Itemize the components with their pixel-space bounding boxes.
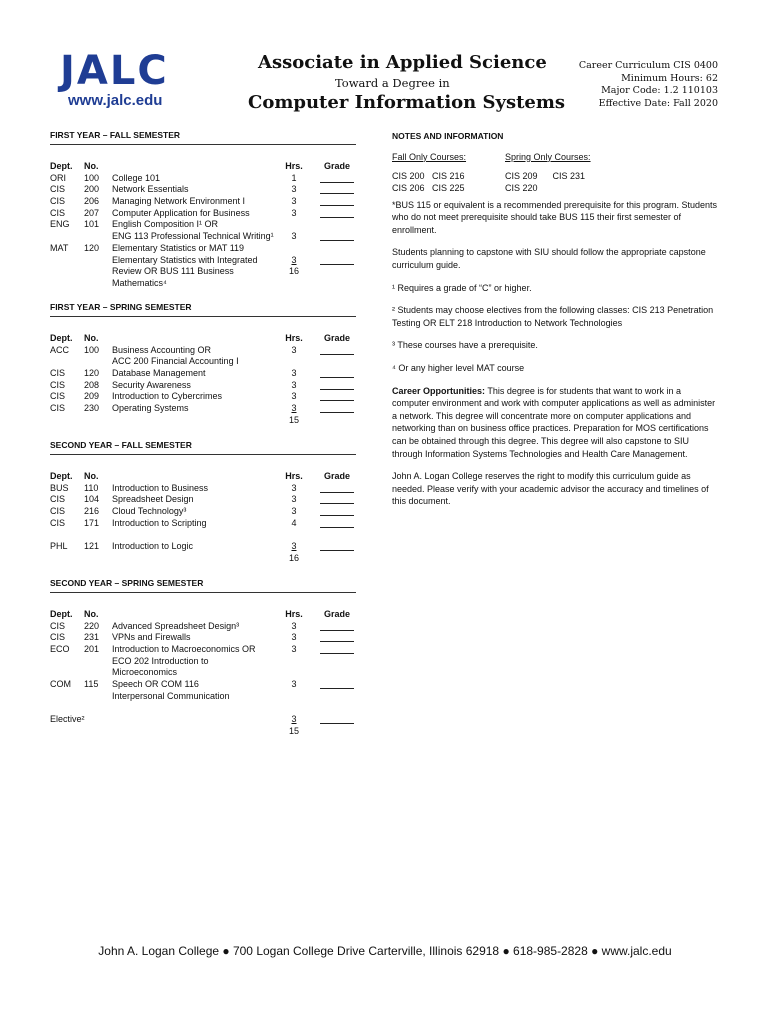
course-number: 104 [84,494,100,505]
course-hours: 3 [291,506,297,517]
course-row [50,703,356,715]
course-hours: 3 [291,368,297,379]
semester-rule [50,316,356,317]
curriculum-code: Career Curriculum CIS 0400 [578,60,718,71]
grade-blank [320,630,354,631]
course-row [50,266,356,278]
course-hours: 3 [291,679,297,690]
notes-panel [392,130,720,518]
course-hours: 3 [291,184,297,195]
footnote-2: ² Students may choose electives from the following classes: CIS 213 Penetration Testing OR ELT 218 Introduction to Network Technologies [392,305,714,328]
course-name: ACC 200 Financial Accounting I [112,356,239,367]
course-number: 208 [84,379,100,390]
course-row [50,679,356,691]
course-name: Introduction to Logic [112,541,194,552]
course-name: Managing Network Environment I [112,196,246,207]
dept-header: Dept. [50,333,73,343]
course-row [50,391,356,403]
course-number: 110 [84,482,99,493]
course-hours: 16 [288,266,299,277]
course-number: 216 [84,506,100,517]
course-row [50,506,356,518]
grade-blank [320,412,354,413]
course-number: 100 [84,344,100,355]
grade-blank [320,400,354,401]
course-dept: BUS [50,482,69,493]
course-name: Speech OR COM 116 [112,679,199,690]
course-hours: 3 [291,620,297,631]
course-number: 230 [84,403,100,414]
column-headers [50,333,356,345]
course-dept: CIS [50,632,66,643]
course-row [50,196,356,208]
notes-title: NOTES AND INFORMATION [392,131,504,141]
note-prerequisite: *BUS 115 or equivalent is a recommended prerequisite for this program. Students who do not meet prerequisite should take BUS 115 their first semester of enrollment. [392,199,718,235]
course-hours: 3 [291,379,297,390]
dept-header: Dept. [50,609,73,619]
course-row [50,415,356,427]
course-hours: 3 [291,494,297,505]
course-row [50,255,356,267]
course-dept: Elective² [50,714,85,725]
course-name: Introduction to Scripting [112,517,207,528]
course-name: Microeconomics [112,667,178,678]
course-row [50,208,356,220]
course-name: Advanced Spreadsheet Design³ [112,620,240,631]
semester-title: FIRST YEAR – FALL SEMESTER [50,130,181,140]
minimum-hours: Minimum Hours: 62 [621,72,718,84]
course-name: Cloud Technology³ [112,506,187,517]
spring-only-courses-2: CIS 220 [505,182,538,193]
course-name: Mathematics⁴ [112,277,167,288]
career-opportunities [392,385,720,461]
semester-second-year-fall [50,440,356,565]
grade-blank [320,653,354,654]
course-dept: CIS [50,196,66,207]
grade-blank [320,503,354,504]
no-header: No. [84,161,99,171]
course-name: ECO 202 Introduction to [112,655,209,666]
semester-rule [50,592,356,593]
grade-blank [320,377,354,378]
semester-second-year-spring [50,578,356,738]
course-row [50,621,356,633]
course-hours: 3 [291,632,297,643]
course-hours: 3 [291,541,297,552]
grade-blank [320,527,354,528]
grade-blank [320,492,354,493]
course-hours: 3 [291,344,297,355]
fall-only-label: Fall Only Courses: [392,151,467,162]
course-name: ENG 113 Professional Technical Writing¹ [112,231,274,242]
course-name: Business Accounting OR [112,344,212,355]
course-name: College 101 [112,172,161,183]
course-hours: 3 [291,196,297,207]
course-number: 120 [84,242,100,253]
course-row [50,726,356,738]
course-row [50,243,356,255]
degree-title: Associate in Applied Science [258,52,547,73]
course-number: 206 [84,196,100,207]
course-dept: ACC [50,344,70,355]
course-row [50,403,356,415]
course-name: Introduction to Cybercrimes [112,391,223,402]
course-number: 171 [84,517,100,528]
fall-only-courses-2: CIS 206 CIS 225 [392,182,465,193]
seasonal-courses [392,151,720,199]
course-dept: CIS [50,391,66,402]
course-hours: 3 [291,231,297,242]
course-row [50,644,356,656]
grade-blank [320,688,354,689]
column-headers [50,471,356,483]
course-dept: CIS [50,506,66,517]
course-dept: PHL [50,541,68,552]
grade-header: Grade [323,471,350,481]
course-number: 120 [84,368,100,379]
course-dept: CIS [50,494,66,505]
grade-blank [320,205,354,206]
course-hours: 3 [291,207,297,218]
grade-blank [320,193,354,194]
course-name: Introduction to Macroeconomics OR [112,644,256,655]
course-dept: ORI [50,172,67,183]
course-hours: 16 [288,552,299,563]
course-name: Introduction to Business [112,482,209,493]
semester-first-year-spring [50,302,356,427]
hrs-header: Hrs. [285,333,303,343]
grade-blank [320,240,354,241]
footnote-3: ³ These courses have a prerequisite. [392,340,538,351]
column-headers [50,161,356,173]
fall-only-courses-1: CIS 200 CIS 216 [392,170,465,181]
course-number: 101 [84,219,100,230]
no-header: No. [84,609,99,619]
course-row [50,483,356,495]
course-row [50,173,356,185]
semester-rule [50,454,356,455]
note-capstone: Students planning to capstone with SIU should follow the appropriate capstone curriculum guide. [392,247,706,270]
grade-blank [320,641,354,642]
course-number: 220 [84,620,100,631]
course-row [50,541,356,553]
grade-header: Grade [323,161,350,171]
semester-title: SECOND YEAR – SPRING SEMESTER [50,578,204,588]
course-name: VPNs and Firewalls [112,632,191,643]
dept-header: Dept. [50,161,73,171]
course-dept: CIS [50,368,66,379]
course-row [50,553,356,565]
course-name: Interpersonal Communication [112,690,230,701]
course-hours: 3 [291,403,297,414]
course-row [50,231,356,243]
course-row [50,518,356,530]
hrs-header: Hrs. [285,471,303,481]
course-number: 100 [84,172,100,183]
course-hours: 1 [291,172,297,183]
spring-only-label: Spring Only Courses: [505,151,591,162]
grade-blank [320,550,354,551]
course-row [50,714,356,726]
no-header: No. [84,471,99,481]
grade-header: Grade [323,609,350,619]
career-text: This degree is for students that want to work in a computer environment and work with computer applications as well as administer a network. This degree will concentrate more on computer applications and networking than on business office practices. Preparation for MOS certifications can be obtained through this degree. This degree will also capstone to SIU through Information Systems Technologies and Health Care Management. [392,385,716,459]
course-number: 231 [84,632,100,643]
course-dept: CIS [50,379,66,390]
course-row [50,184,356,196]
major-code: Major Code: 1.2 110103 [601,85,718,96]
grade-header: Grade [323,333,350,343]
course-dept: CIS [50,184,66,195]
course-row [50,529,356,541]
semester-title: SECOND YEAR – FALL SEMESTER [50,440,192,450]
college-logo: JALC [60,48,169,94]
course-name: Spreadsheet Design [112,494,194,505]
course-hours: 3 [291,714,297,725]
course-row [50,691,356,703]
effective-date: Effective Date: Fall 2020 [598,97,718,109]
course-name: Elementary Statistics with Integrated [112,254,258,265]
course-number: 209 [84,391,100,402]
course-row [50,219,356,231]
course-name: Operating Systems [112,403,189,414]
degree-subtitle: Toward a Degree in [335,76,450,90]
grade-blank [320,264,354,265]
course-hours: 3 [291,391,297,402]
course-row [50,278,356,290]
career-label: Career Opportunities: [392,385,486,396]
grade-blank [320,354,354,355]
footer-contact: John A. Logan College ● 700 Logan College Drive Carterville, Illinois 62918 ● 618-985-2828 ● www.jalc.edu [98,944,672,958]
course-name: Computer Application for Business [112,207,250,218]
course-number: 115 [84,679,99,690]
spring-only-courses-1: CIS 209 CIS 231 [505,170,586,181]
course-number: 121 [84,541,100,552]
semester-rule [50,144,356,145]
course-name: Network Essentials [112,184,189,195]
course-hours: 15 [288,725,299,736]
course-dept: CIS [50,403,66,414]
course-dept: ENG [50,219,70,230]
course-row [50,494,356,506]
column-headers [50,609,356,621]
course-dept: COM [50,679,71,690]
course-dept: CIS [50,207,66,218]
course-row [50,667,356,679]
course-dept: MAT [50,242,69,253]
course-hours: 3 [291,644,297,655]
course-name: Security Awareness [112,379,191,390]
program-title: Computer Information Systems [248,92,566,113]
course-name: Database Management [112,368,206,379]
course-name: Elementary Statistics or MAT 119 [112,242,245,253]
hrs-header: Hrs. [285,609,303,619]
course-number: 207 [84,207,100,218]
course-name: Review OR BUS 111 Business [112,266,234,277]
logo-url: www.jalc.edu [68,92,163,109]
course-dept: ECO [50,644,70,655]
grade-blank [320,723,354,724]
dept-header: Dept. [50,471,73,481]
course-row [50,656,356,668]
course-number: 200 [84,184,100,195]
course-number: 201 [84,644,100,655]
curriculum-meta [579,60,718,110]
course-row [50,380,356,392]
course-hours: 3 [291,482,297,493]
semester-first-year-fall [50,130,356,290]
course-hours: 4 [291,517,297,528]
footnote-4: ⁴ Or any higher level MAT course [392,362,525,373]
grade-blank [320,515,354,516]
no-header: No. [84,333,99,343]
course-row [50,632,356,644]
course-name: English Composition I¹ OR [112,219,219,230]
course-hours: 3 [291,254,297,265]
course-dept: CIS [50,620,66,631]
course-hours: 15 [288,414,299,425]
footnote-1: ¹ Requires a grade of “C” or higher. [392,282,532,293]
course-dept: CIS [50,517,66,528]
disclaimer: John A. Logan College reserves the right to modify this curriculum guide as needed. Please verify with your academic advisor the accuracy and timelines of this document. [392,471,709,507]
course-row [50,368,356,380]
course-row [50,356,356,368]
grade-blank [320,217,354,218]
grade-blank [320,389,354,390]
hrs-header: Hrs. [285,161,303,171]
grade-blank [320,182,354,183]
course-row [50,345,356,357]
semester-title: FIRST YEAR – SPRING SEMESTER [50,302,192,312]
